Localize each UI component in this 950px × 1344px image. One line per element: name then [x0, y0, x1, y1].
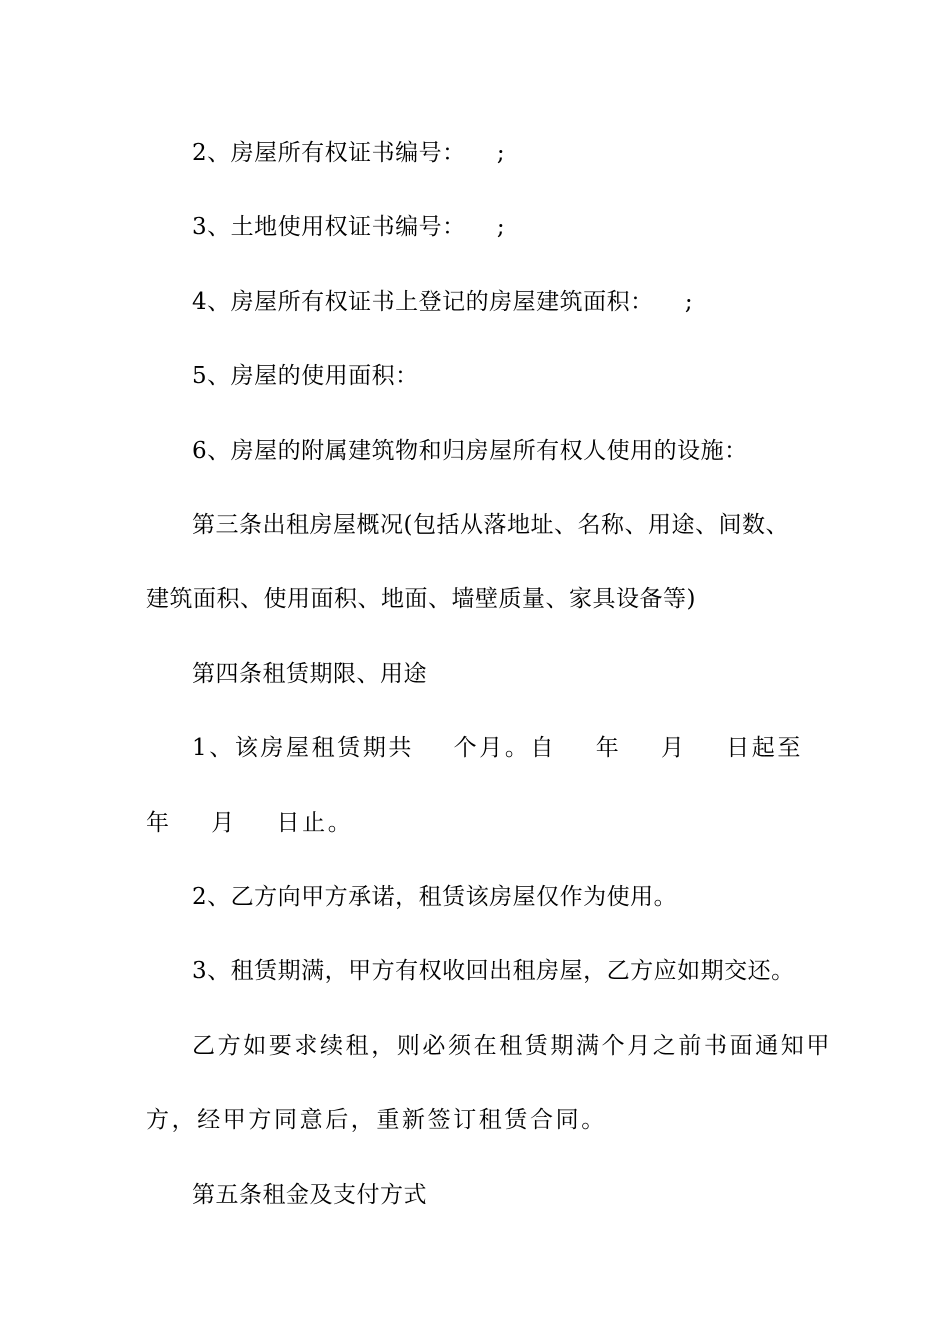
clause-item-3-land-cert: 3、土地使用权证书编号： ; [192, 214, 506, 240]
article-4-heading: 第四条租赁期限、用途 [192, 661, 427, 687]
clause-item-2-ownership-cert: 2、房屋所有权证书编号： ; [192, 140, 506, 166]
renewal-paragraph: 乙方如要求续租，则必须在租赁期满个月之前书面通知甲 [192, 1033, 832, 1059]
clause-item-5-usable-area: 5、房屋的使用面积： [192, 363, 419, 389]
article-3-heading: 第三条出租房屋概况(包括从落地址、名称、用途、间数、 [192, 512, 789, 538]
article-5-heading: 第五条租金及支付方式 [192, 1182, 427, 1208]
article-4-item-2: 2、乙方向甲方承诺，租赁该房屋仅作为使用。 [192, 884, 678, 910]
clause-item-4-building-area: 4、房屋所有权证书上登记的房屋建筑面积： ; [192, 289, 694, 315]
article-4-item-1: 1、该房屋租赁期共 个月。自 年 月 日起至 [192, 735, 804, 761]
clause-item-6-facilities: 6、房屋的附属建筑物和归房屋所有权人使用的设施： [192, 438, 748, 464]
article-3-continuation: 建筑面积、使用面积、地面、墙壁质量、家具设备等) [146, 586, 696, 612]
article-4-item-3: 3、租赁期满，甲方有权收回出租房屋，乙方应如期交还。 [192, 958, 795, 984]
article-4-item-1-continuation: 年 月 日止。 [146, 810, 354, 836]
renewal-paragraph-continuation: 方，经甲方同意后，重新签订租赁合同。 [146, 1107, 607, 1133]
